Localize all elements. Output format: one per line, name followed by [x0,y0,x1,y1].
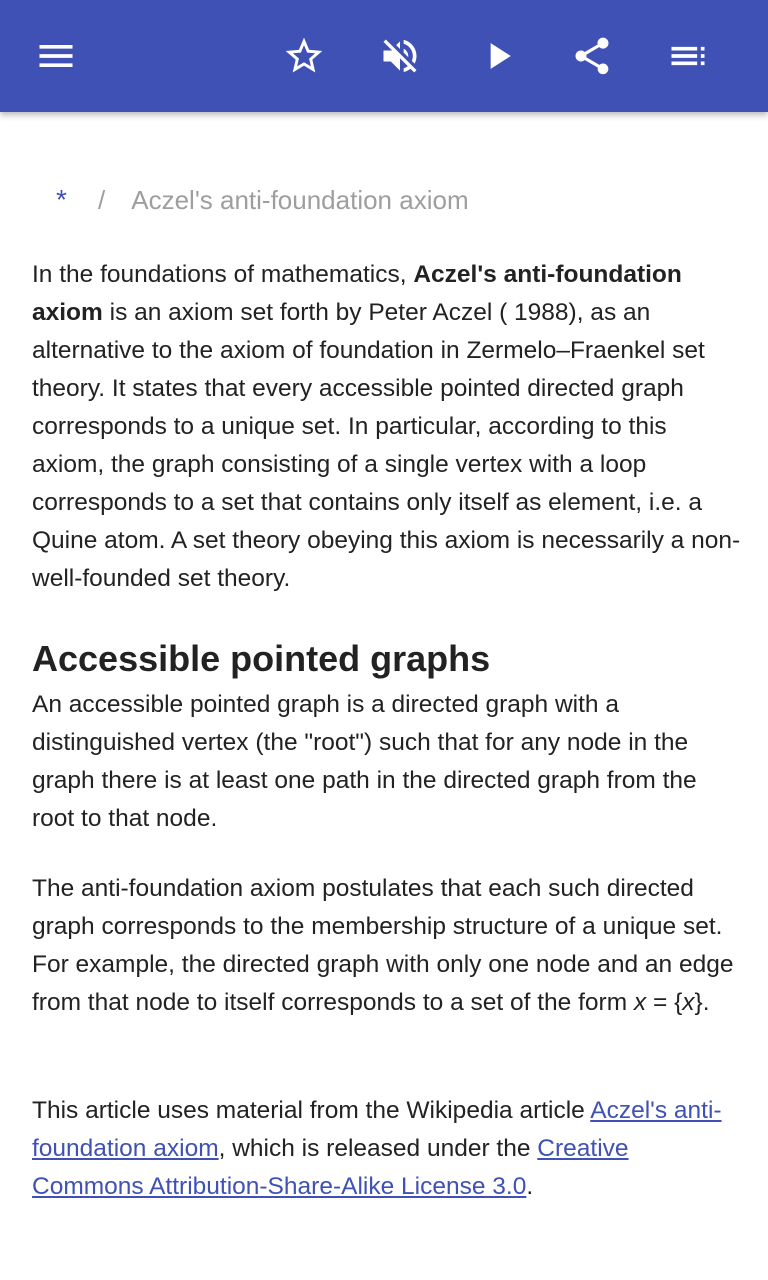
math-var-x: x [682,989,695,1016]
attribution-text-2: , which is released under the [218,1135,538,1162]
math-var-x: x [633,989,647,1016]
section-paragraph-2 [32,870,742,1022]
section-heading: Accessible pointed graphs [32,638,491,679]
wikipedia-article-link[interactable]: Aczel's anti-foundation axiom [32,1097,722,1162]
p2-text: The anti-foundation axiom postulates that each such directed graph corresponds to the membership structure of a unique set. For example, the directed graph with only one node and an edge from that node to itself corresponds to a set of the form [32,875,734,1016]
math-eq: = { [646,989,683,1016]
playlist-icon [666,34,710,78]
share-icon [570,34,614,78]
intro-paragraph [32,256,742,598]
intro-bold-term: Aczel's anti-foundation axiom [32,261,682,326]
breadcrumb-home-link[interactable]: * [56,184,67,215]
attribution-text-1: This article uses material from the Wikipedia article [32,1097,591,1124]
star-outline-icon [282,34,326,78]
menu-icon [34,34,78,78]
menu-button[interactable] [28,28,84,84]
favorite-button[interactable] [276,28,332,84]
license-link[interactable]: Creative Commons Attribution-Share-Alike License 3.0 [32,1135,629,1200]
attribution-text-3: . [526,1173,534,1200]
play-icon [476,34,520,78]
math-end: }. [694,989,710,1016]
share-button[interactable] [564,28,620,84]
volume-off-icon [378,34,422,78]
breadcrumb [56,180,469,220]
intro-text-2: is an axiom set forth by Peter Aczel ( 1988), as an alternative to the axiom of foundation in Zermelo–Fraenkel set theory. It states that every accessible pointed directed graph corresponds to a unique set. In particular, according to this axiom, the graph consisting of a single vertex with a loop corresponds to a set that contains only itself as element, i.e. a Quine atom. A set theory obeying this axiom is necessarily a non-well-founded set theory. [32,299,741,592]
breadcrumb-separator: / [98,184,106,215]
section-paragraph-1: An accessible pointed graph is a directed graph with a distinguished vertex (the "root") such that for any node in the graph there is at least one path in the directed graph from the root to that node. [32,691,697,832]
app-bar [0,0,768,112]
play-button[interactable] [470,28,526,84]
article-content [32,256,742,1206]
intro-text-1: In the foundations of mathematics, [32,261,414,288]
contents-button[interactable] [660,28,716,84]
mute-button[interactable] [372,28,428,84]
attribution-paragraph [32,1092,742,1206]
breadcrumb-current: Aczel's anti-foundation axiom [131,184,469,215]
